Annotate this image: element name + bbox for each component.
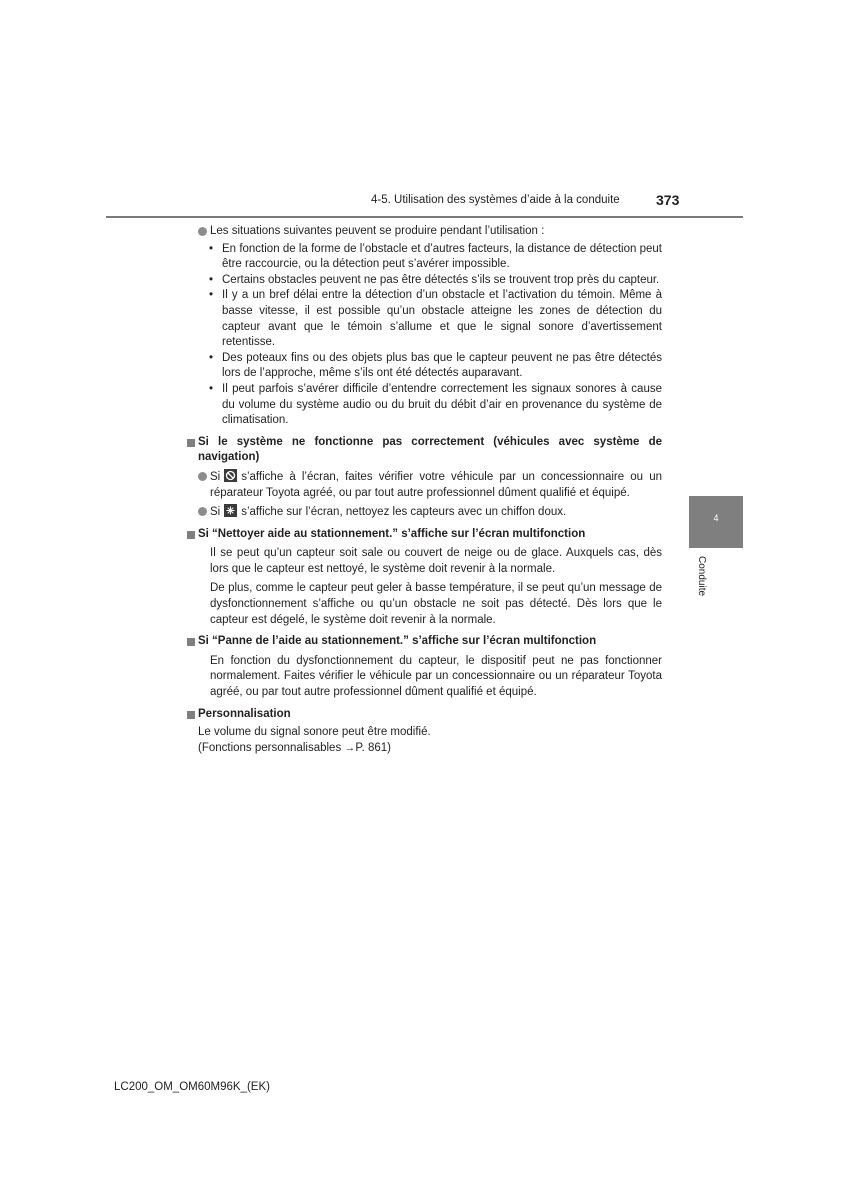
paragraph: En fonction du dysfonctionnement du capteur, le dispositif peut ne pas fonctionner normalement. Faites vérifier le véhicule par un concessionnaire ou un réparateur Toyota agréé, ou par tout autre professionnel dûment qualifié et équipé. xyxy=(210,654,662,699)
running-header: 4-5. Utilisation des systèmes d’aide à la conduite xyxy=(371,194,620,206)
list-item xyxy=(186,351,662,382)
square-bullet-icon xyxy=(187,638,195,646)
section-heading-text: Si “Panne de l’aide au stationnement.” s’affiche sur l’écran multifonction xyxy=(198,635,597,648)
list-item-text: Des poteaux fins ou des objets plus bas que le capteur peuvent ne pas être détectés lors de l’approche, même s’ils ont été détectés auparavant. xyxy=(222,351,662,380)
sensor-dirty-icon xyxy=(224,504,237,517)
circle-bullet-icon xyxy=(198,227,207,236)
square-bullet-icon xyxy=(187,711,195,719)
section-malfunction xyxy=(186,435,662,521)
malfunction-item-1 xyxy=(186,469,662,501)
square-bullet-icon xyxy=(187,439,195,447)
list-item xyxy=(186,273,662,289)
sensor-failure-icon xyxy=(224,469,237,482)
bullet-dot-icon: • xyxy=(209,289,214,302)
list-item xyxy=(186,288,662,350)
section-clean-sensor xyxy=(186,527,662,629)
chapter-label: Conduite xyxy=(696,556,707,597)
item-text: s’affiche sur l’écran, nettoyez les capteurs avec un chiffon doux. xyxy=(241,506,567,519)
chapter-number: 4 xyxy=(713,513,719,523)
bullet-dot-icon: • xyxy=(209,242,214,255)
right-arrow-icon: → xyxy=(344,741,356,754)
section-heading-text: Si le système ne fonctionne pas correctement (véhicules avec système de navigation) xyxy=(198,435,662,464)
page-link[interactable]: P. 861) xyxy=(355,741,391,754)
section-heading-text: Si “Nettoyer aide au stationnement.” s’affiche sur l’écran multifonction xyxy=(198,527,586,540)
section-customization xyxy=(186,707,662,757)
paragraph: De plus, comme le capteur peut geler à basse température, il se peut qu’un message de dysfonctionnement s’affiche ou qu’un obstacle ne soit pas détecté. Dès lors que le capteur est dégelé, le système doit revenir à la normale. xyxy=(210,582,662,626)
list-item-text: Il y a un bref délai entre la détection d’un obstacle et l’activation du témoin. Même à basse vitesse, il est possible qu’un obstacle atteigne les zones de détection du capteur avant que le témoin s’allume et que le signal sonore d’avertissement retentisse. xyxy=(222,289,662,349)
page-number: 373 xyxy=(656,192,680,208)
list-item-text: Certains obstacles peuvent ne pas être détectés s’ils se trouvent trop près du capteur. xyxy=(222,273,660,286)
malfunction-item-2 xyxy=(186,504,662,521)
section-heading xyxy=(186,435,662,466)
section-heading xyxy=(186,527,662,543)
item-prefix: Si xyxy=(210,470,221,483)
chapter-tab xyxy=(689,496,743,548)
section-heading xyxy=(186,707,662,723)
intro-list xyxy=(186,242,662,429)
reference-text: (Fonctions personnalisables xyxy=(198,741,345,754)
page-content xyxy=(186,224,662,756)
intro-lead: Les situations suivantes peuvent se produire pendant l’utilisation : xyxy=(210,225,545,237)
item-text: s’affiche à l’écran, faites vérifier votre véhicule par un concessionnaire ou un réparateur Toyota agréé, ou par tout autre professionnel dûment qualifié et équipé. xyxy=(210,470,662,499)
list-item-text: Il peut parfois s’avérer difficile d’entendre correctement les signaux sonores à cause du volume du système audio ou du bruit du débit d’air en provenance du système de climatisation. xyxy=(222,382,662,427)
square-bullet-icon xyxy=(187,531,195,539)
paragraph: Le volume du signal sonore peut être modifié. xyxy=(198,726,431,739)
header-rule xyxy=(106,216,743,218)
document-code: LC200_OM_OM60M96K_(EK) xyxy=(114,1081,270,1093)
list-item xyxy=(186,242,662,273)
paragraph: Il se peut qu’un capteur soit sale ou couvert de neige ou de glace. Auxquels cas, dès lors que le capteur est nettoyé, le système doit revenir à la normale. xyxy=(210,547,662,575)
section-heading xyxy=(186,634,662,650)
list-item-text: En fonction de la forme de l’obstacle et d’autres facteurs, la distance de détection peut être raccourcie, ou la détection peut s’avérer impossible. xyxy=(222,242,662,271)
intro-block xyxy=(186,224,662,429)
circle-bullet-icon xyxy=(198,472,207,481)
section-heading-text: Personnalisation xyxy=(198,707,291,720)
circle-bullet-icon xyxy=(198,507,207,516)
section-parking-failure xyxy=(186,634,662,700)
bullet-dot-icon: • xyxy=(209,382,214,395)
page-reference xyxy=(186,741,662,757)
bullet-dot-icon: • xyxy=(209,273,214,286)
bullet-dot-icon: • xyxy=(209,351,214,364)
list-item xyxy=(186,382,662,429)
item-prefix: Si xyxy=(210,506,221,519)
